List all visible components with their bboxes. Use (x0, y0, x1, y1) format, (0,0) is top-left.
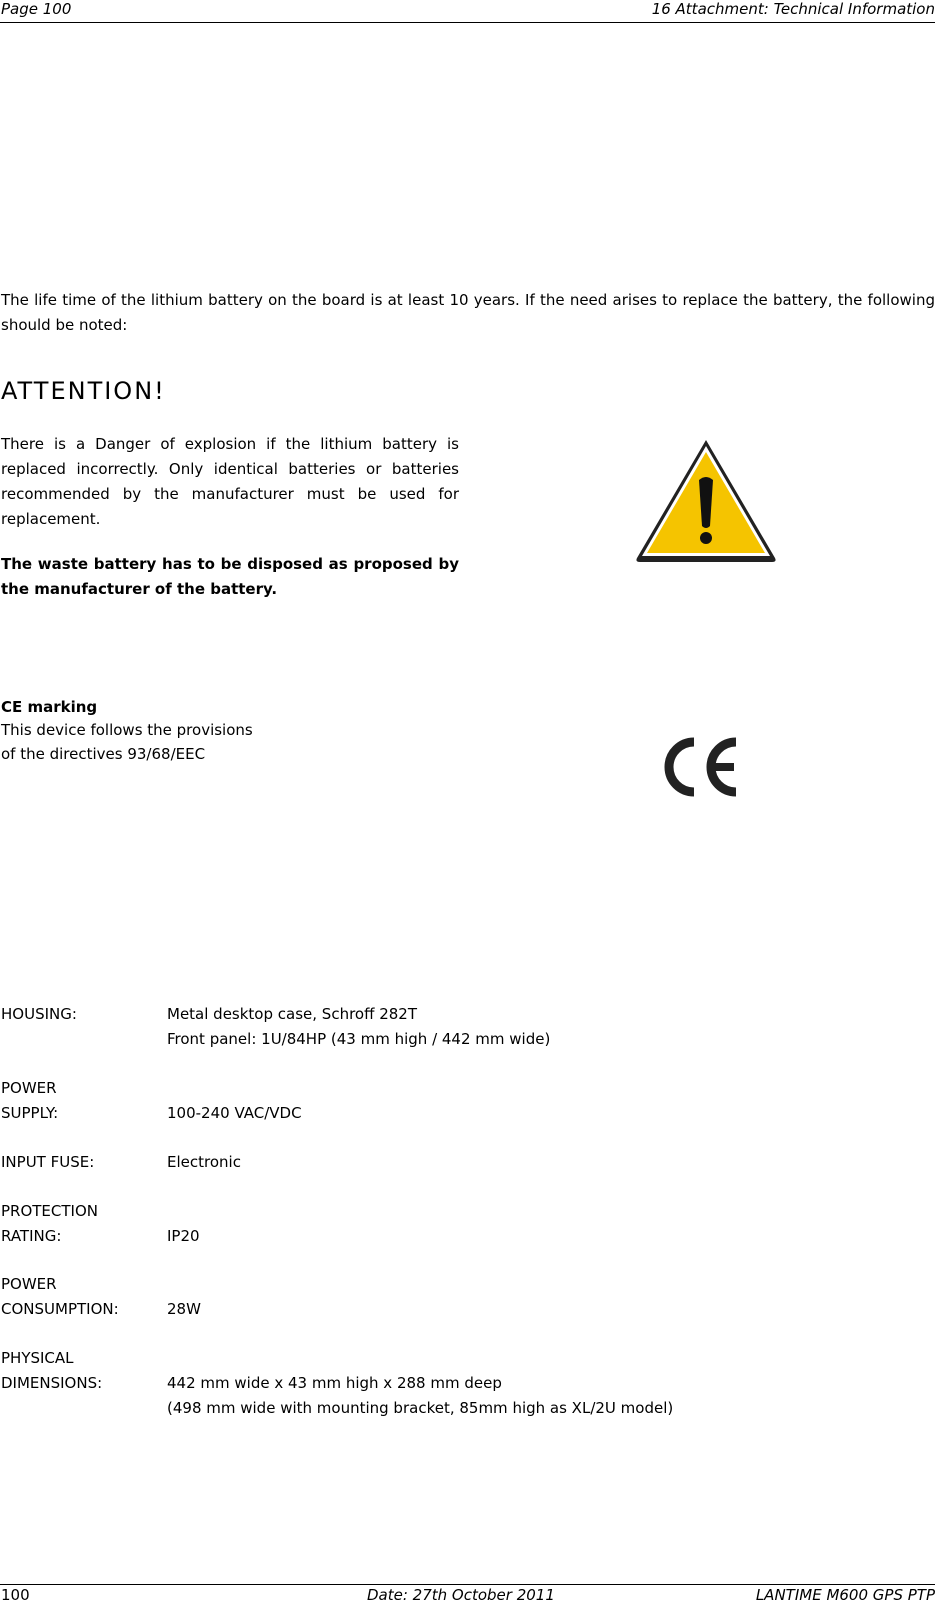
spec-housing-label: HOUSING: (1, 1005, 77, 1023)
ce-line-2: of the directives 93/68/EEC (1, 745, 206, 763)
footer-product-name: LANTIME M600 GPS PTP (755, 1586, 935, 1604)
header-chapter-title: 16 Attachment: Technical Information (651, 0, 935, 18)
spec-housing-value-1: Metal desktop case, Schroff 282T (167, 1005, 417, 1023)
explosion-danger-paragraph: There is a Danger of explosion if the lithium battery is replaced incorrectly. Only identical batteries or batteries recommended by the manufacturer must be used for replacement. (1, 435, 459, 528)
spec-power-supply (1, 1076, 935, 1126)
battery-intro-paragraph: The life time of the lithium battery on the board is at least 10 years. If the need arises to replace the battery, the following should be noted: (1, 291, 935, 334)
spec-input-fuse (1, 1150, 935, 1175)
spec-consumption-label-2: CONSUMPTION: (1, 1300, 119, 1318)
attention-heading: ATTENTION! (1, 377, 166, 405)
spec-dimensions-value-1: 442 mm wide x 43 mm high x 288 mm deep (167, 1374, 502, 1392)
ce-mark-icon (664, 736, 746, 798)
spec-input-fuse-label: INPUT FUSE: (1, 1153, 95, 1171)
spec-protection-label-2: RATING: (1, 1227, 62, 1245)
ce-line-1: This device follows the provisions (1, 721, 253, 739)
footer-date: Date: 27th October 2011 (367, 1586, 555, 1604)
spec-protection-value: IP20 (167, 1227, 200, 1245)
spec-consumption-value: 28W (167, 1300, 201, 1318)
spec-protection-rating (1, 1199, 935, 1249)
spec-physical-dimensions (1, 1346, 935, 1421)
ce-marking-text (1, 718, 321, 766)
spec-housing (1, 1002, 935, 1052)
ce-marking-title: CE marking (1, 698, 98, 716)
spec-consumption-label-1: POWER (1, 1275, 57, 1293)
spec-power-supply-label-2: SUPPLY: (1, 1104, 59, 1122)
waste-battery-paragraph: The waste battery has to be disposed as proposed by the manufacturer of the battery. (1, 555, 459, 598)
spec-protection-label-1: PROTECTION (1, 1202, 99, 1220)
page-header (0, 0, 935, 23)
warning-triangle-icon (633, 436, 779, 564)
spec-input-fuse-value: Electronic (167, 1153, 241, 1171)
page-footer (0, 1584, 935, 1603)
spec-power-supply-label-1: POWER (1, 1079, 57, 1097)
spec-power-supply-value: 100-240 VAC/VDC (167, 1104, 302, 1122)
spec-dimensions-label-1: PHYSICAL (1, 1349, 74, 1367)
spec-dimensions-label-2: DIMENSIONS: (1, 1374, 103, 1392)
footer-page-number: 100 (1, 1586, 30, 1604)
spec-power-consumption (1, 1272, 935, 1322)
spec-housing-value-2: Front panel: 1U/84HP (43 mm high / 442 mm wide) (167, 1030, 551, 1048)
spec-dimensions-value-2: (498 mm wide with mounting bracket, 85mm high as XL/2U model) (167, 1399, 674, 1417)
header-page-number: Page 100 (1, 0, 72, 18)
